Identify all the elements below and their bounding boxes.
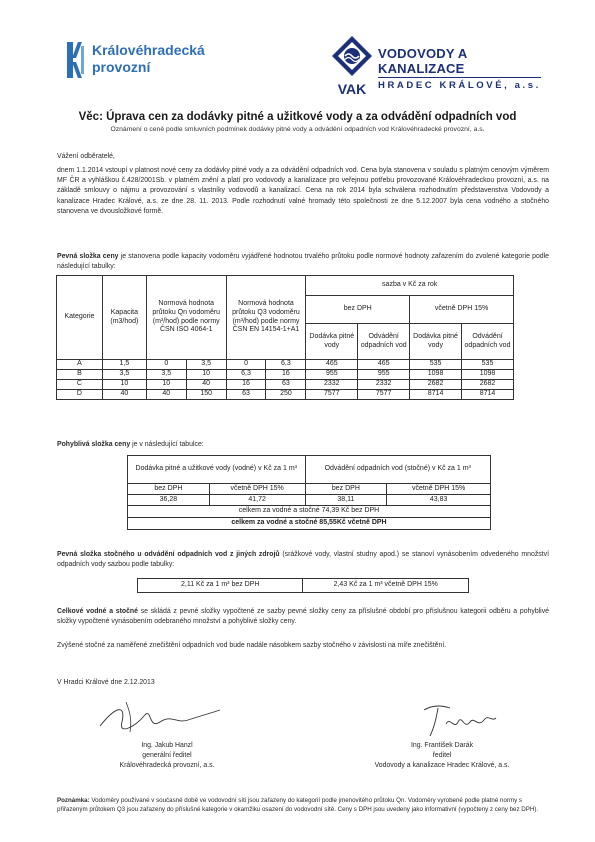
table-cell: 3,5 (186, 360, 226, 370)
table-cell: 10 (102, 380, 146, 390)
total-vc-dph: celkem za vodné a stočné 85,55Kč včetně DPH (128, 518, 491, 530)
th-kategorie: Kategorie (57, 276, 103, 360)
fixed-sewer-table (137, 578, 469, 593)
signature-block-left (92, 741, 242, 771)
table-cell: 40 (186, 380, 226, 390)
table-cell: 3,5 (146, 370, 186, 380)
th-q3: Normová hodnota průtoku Q3 vodoměru (m³/hod) podle normy ČSN EN 14154-1+A1 (226, 276, 306, 360)
th-bez-dph: bez DPH (305, 484, 387, 495)
th-dodavka-1: Dodávka pitné vody (306, 324, 358, 360)
table-cell: 8714 (410, 390, 462, 400)
table-cell: 150 (186, 390, 226, 400)
vak-name-line1: VODOVODY A KANALIZACE (378, 46, 541, 78)
kh-logo-mark-icon (64, 40, 86, 80)
signature-left (96, 696, 226, 738)
fixed-price-intro (57, 252, 549, 272)
fixed-price-rest: je stanovena podle kapacity vodoměru vyjádřené hodnotou trvalého průtoku podle normové hodnoty zařazením do zvolené kategorie podle následující tabulky: (57, 253, 549, 271)
sig-left-org: Královéhradecká provozní, a.s. (119, 762, 215, 769)
table-cell: 250 (266, 390, 306, 400)
total-rest: se skládá z pevné složky vypočtené ze sazby pevné složky ceny za příslušné období pro příslušnou kategorii odběru a pohyblivé složky vypočtené vynásobením odebraného množství a pohyblivé složky ceny. (57, 608, 549, 626)
table-cell: 7577 (358, 390, 410, 400)
intro-paragraph: dnem 1.1.2014 vstoupí v platnost nové ceny za dodávky pitné vody a za odvádění odpadních vod. Cena byla stanovena v souladu s platným cenovým výměrem MF ČR a vyhláškou č.428/2001Sb. v platném znění a platí pro vodovody a kanalizace pro veřejnou potřebu provozované Královéhradeckou provozní, a.s. na základě smlouvy o nájmu a provozování s vlastníky vodovodů a kanalizací. Cena na rok 2014 byla schválena rozhodnutím představenstva Vodovody a kanalizace Hradec Králové, a.s. ze dne 28. 11. 2013. Podle rozhodnutí valné hromady této společnosti ze dne 5.12.2007 byla cena vodného a stočného stanovena ve dvousložkové formě. (57, 167, 549, 215)
table-cell: 40 (102, 390, 146, 400)
table-cell: 16 (226, 380, 266, 390)
table-row (57, 360, 514, 370)
letter-subtitle: Oznámení o ceně podle smluvních podmínek dodávky pitné vody a odvádění odpadních vod Královéhradecké provozní, a.s. (110, 126, 485, 133)
sig-left-role: generální ředitel (142, 752, 192, 759)
th-kapacita: Kapacita (m3/hod) (102, 276, 146, 360)
th-sazba: sazba v Kč za rok (306, 276, 514, 296)
table-cell: 2,11 Kč za 1 m³ bez DPH (138, 579, 303, 593)
table-row (128, 506, 491, 518)
table-cell: 7577 (306, 390, 358, 400)
fixed-sewer-rest: (srážkové vody, vlastní studny apod.) se stanoví vynásobením odvedeného množství odpadních vody sazbou podle tabulky: (57, 551, 549, 569)
table-cell: 1098 (410, 370, 462, 380)
table-cell: 2,43 Kč za 1 m³ včetně DPH 15% (303, 579, 469, 593)
signature-block-right (352, 741, 532, 771)
vak-mark-text: VAK (337, 81, 367, 97)
kh-logo-line2: provozní (92, 59, 151, 75)
table-cell: 0 (146, 360, 186, 370)
table-cell: 36,28 (128, 495, 210, 506)
sig-left-name: Ing. Jakub Hanzl (141, 742, 193, 749)
variable-price-bold: Pohyblivá složka ceny (57, 441, 131, 448)
sig-right-role: ředitel (432, 752, 452, 759)
table-cell: 465 (358, 360, 410, 370)
table-cell: 10 (146, 380, 186, 390)
table-cell: A (57, 360, 103, 370)
table-cell: 465 (306, 360, 358, 370)
variable-price-intro (57, 440, 549, 450)
table-cell: 535 (462, 360, 514, 370)
variable-price-rest: je v následující tabulce: (130, 441, 204, 448)
table-cell: 6,3 (266, 360, 306, 370)
table-cell: 3,5 (102, 370, 146, 380)
table-cell: 1,5 (102, 360, 146, 370)
table-cell: 8714 (462, 390, 514, 400)
table-cell: 43,83 (387, 495, 491, 506)
th-vc-dph: včetně DPH 15% (410, 296, 514, 324)
th-vc-dph: včetně DPH 15% (387, 484, 491, 495)
table-cell: 16 (266, 370, 306, 380)
footnote (57, 797, 549, 814)
place-date: V Hradci Králové dne 2.12.2013 (57, 679, 155, 686)
table-cell: C (57, 380, 103, 390)
th-odvadeni-1: Odvádění odpadních vod (358, 324, 410, 360)
fixed-price-bold: Pevná složka ceny (57, 253, 119, 260)
total-paragraph (57, 607, 549, 627)
table-cell: 41,72 (209, 495, 305, 506)
total-bez-dph: celkem za vodné a stočné 74,39 Kč bez DPH (128, 506, 491, 518)
table-row (138, 579, 469, 593)
total-bold: Celkové vodné a stočné (57, 608, 138, 615)
variable-price-table (127, 455, 491, 530)
th-stocne: Odvádění odpadních vod (stočné) v Kč za 1 m³ (305, 456, 491, 484)
note-rest: Vodoměry používané v současné době ve vodovodní síti jsou zařazeny do kategorií podle jmenovitého průtoku Qn. Vodoměry vyrobené podle platné normy s přiřazeným průtokem Q3 jsou zařazeny do příslušné kategorie v okamžiku osazení do vodovodní sítě. Ceny s DPH jsou uvedeny jako informativní (vypočteny z ceny bez DPH). (57, 797, 539, 813)
kh-logo-line1: Královéhradecká (92, 42, 205, 58)
table-row (57, 390, 514, 400)
table-cell: 955 (358, 370, 410, 380)
th-bez-dph: bez DPH (128, 484, 210, 495)
table-cell: B (57, 370, 103, 380)
table-cell: 6,3 (226, 370, 266, 380)
salutation: Vážení odběratelé, (57, 153, 115, 160)
vak-diamond-icon (330, 34, 374, 98)
table-cell: 63 (266, 380, 306, 390)
table-cell: 10 (186, 370, 226, 380)
table-cell: 1098 (462, 370, 514, 380)
th-bez-dph: bez DPH (306, 296, 410, 324)
table-cell: 63 (226, 390, 266, 400)
table-row (128, 495, 491, 506)
table-cell: D (57, 390, 103, 400)
th-dodavka-2: Dodávka pitné vody (410, 324, 462, 360)
kh-logo (64, 38, 264, 86)
table-cell: 38,11 (305, 495, 387, 506)
table-row (57, 380, 514, 390)
table-cell: 2332 (358, 380, 410, 390)
fixed-sewer-intro (57, 550, 549, 570)
sig-right-org: Vodovody a kanalizace Hradec Králové, a.s. (374, 762, 510, 769)
signature-right (420, 700, 500, 740)
table-cell: 2682 (462, 380, 514, 390)
sig-right-name: Ing. František Darák (410, 742, 474, 749)
fixed-price-table (56, 275, 514, 400)
table-cell: 955 (306, 370, 358, 380)
table-cell: 535 (410, 360, 462, 370)
table-row (128, 518, 491, 530)
th-odvadeni-2: Odvádění odpadních vod (462, 324, 514, 360)
table-cell: 40 (146, 390, 186, 400)
th-vodne: Dodávka pitné a užitkové vody (vodné) v Kč za 1 m³ (128, 456, 306, 484)
vak-logo (326, 34, 541, 98)
th-vc-dph: včetně DPH 15% (209, 484, 305, 495)
vak-name-line2: HRADEC KRÁLOVÉ, a.s. (378, 80, 541, 91)
table-cell: 2682 (410, 380, 462, 390)
fixed-sewer-bold: Pevná složka stočného u odvádění odpadních vod z jiných zdrojů (57, 551, 280, 558)
note-bold: Poznámka: (57, 797, 90, 804)
increase-paragraph: Zvýšené stočné za naměřené znečištění odpadních vod bude nadále násobkem sazby stočného v závislosti na míře znečištění. (57, 642, 447, 649)
table-row (57, 370, 514, 380)
table-cell: 2332 (306, 380, 358, 390)
th-qn: Normová hodnota průtoku Qn vodoměru (m³/hod) podle normy ČSN ISO 4064-1 (146, 276, 226, 360)
letter-title: Věc: Úprava cen za dodávky pitné a užitkové vody a za odvádění odpadních vod (78, 111, 517, 123)
table-cell: 0 (226, 360, 266, 370)
